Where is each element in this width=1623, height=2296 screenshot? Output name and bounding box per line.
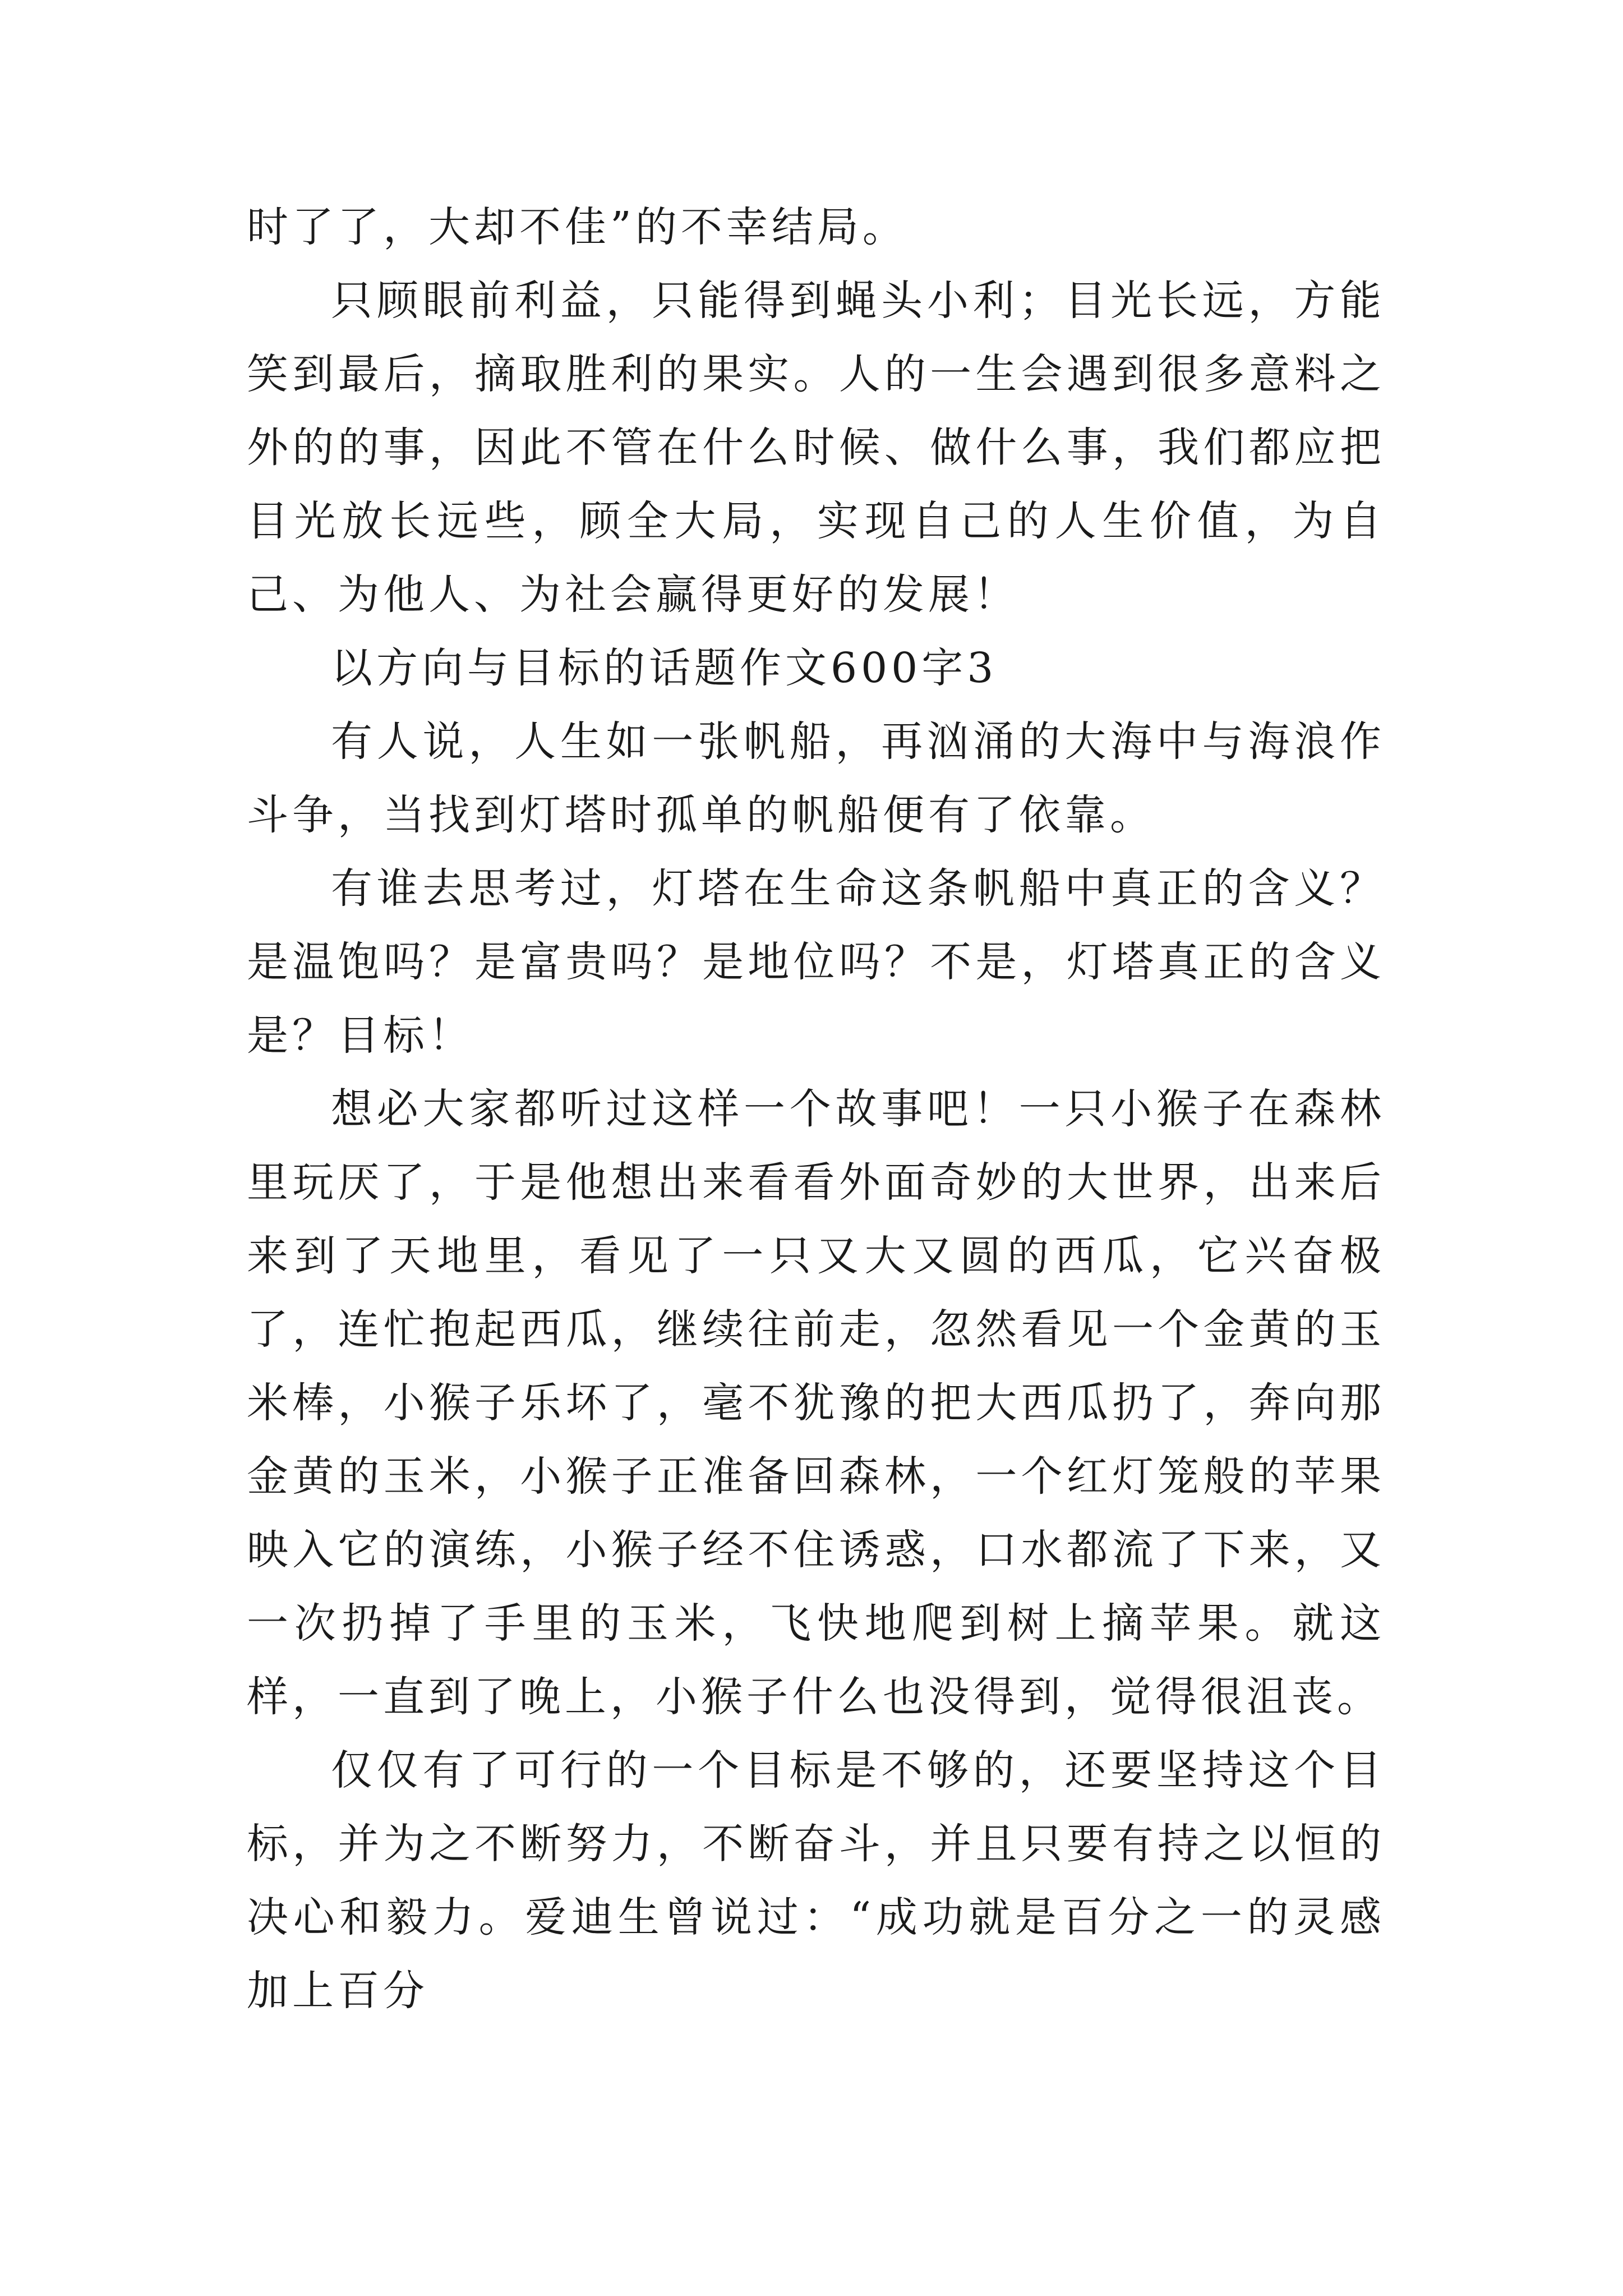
- essay-heading: 以方向与目标的话题作文600字3: [331, 644, 998, 692]
- paragraph-continuation: 时了了，大却不佳”的不幸结局。: [247, 203, 908, 251]
- essay-body: [247, 191, 1385, 2028]
- paragraph-question: 有谁去思考过，灯塔在生命这条帆船中真正的含义？是温饱吗？是富贵吗？是地位吗？不是，灯塔真正的含义是？目标！: [247, 864, 1385, 1060]
- paragraph-story: 想必大家都听过这样一个故事吧！一只小猴子在森林里玩厌了，于是他想出来看看外面奇妙的大世界，出来后来到了天地里，看见了一只又大又圆的西瓜，它兴奋极了，连忙抱起西瓜，继续往前走，忽然看见一个金黄的玉米棒，小猴子乐坏了，毫不犹豫的把大西瓜扔了，奔向那金黄的玉米，小猴子正准备回森林，一个红灯笼般的苹果映入它的演练，小猴子经不住诱惑，口水都流了下来，又一次扔掉了手里的玉米，飞快地爬到树上摘苹果。就这样，一直到了晚上，小猴子什么也没得到，觉得很沮丧。: [247, 1085, 1385, 1721]
- paragraph-persistence: 仅仅有了可行的一个目标是不够的，还要坚持这个目标，并为之不断努力，不断奋斗，并且只要有持之以恒的决心和毅力。爱迪生曾说过：“成功就是百分之一的灵感加上百分: [247, 1746, 1385, 2015]
- paragraph-intro: 有人说，人生如一张帆船，再汹涌的大海中与海浪作斗争，当找到灯塔时孤单的帆船便有了依靠。: [247, 717, 1385, 839]
- paragraph-conclusion: 只顾眼前利益，只能得到蝇头小利；目光长远，方能笑到最后，摘取胜利的果实。人的一生会遇到很多意料之外的的事，因此不管在什么时候、做什么事，我们都应把目光放长远些，顾全大局，实现自己的人生价值，为自己、为他人、为社会赢得更好的发展！: [247, 277, 1385, 619]
